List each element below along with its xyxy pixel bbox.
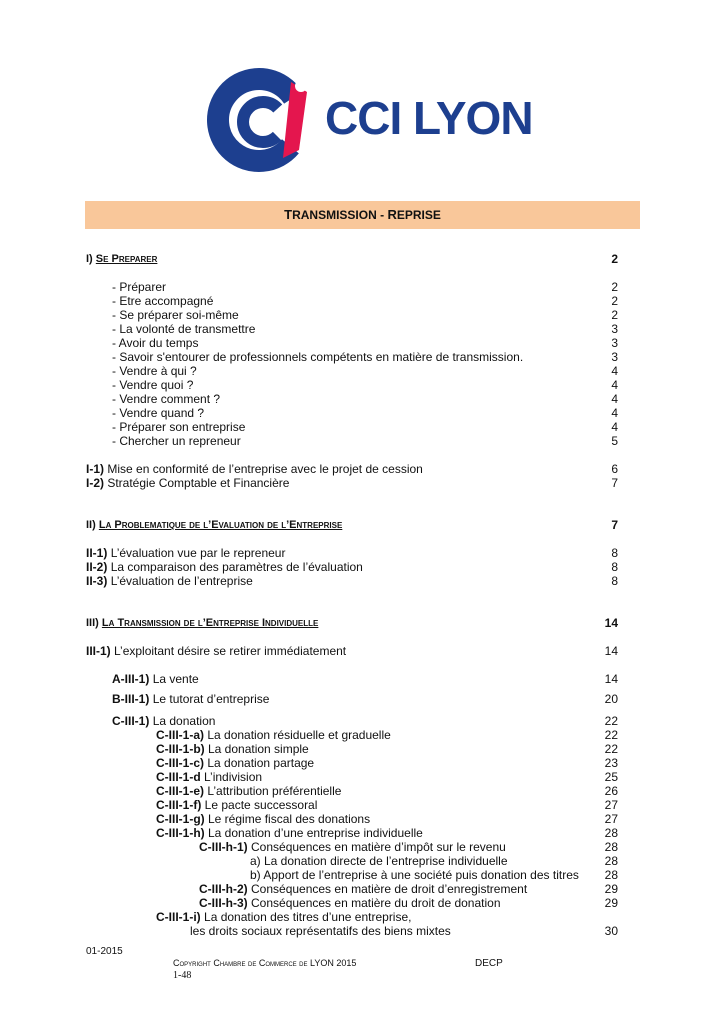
toc-entry-page: 28 xyxy=(604,826,618,840)
toc-entry-title: La donation résiduelle et graduelle xyxy=(207,728,391,742)
cci-emblem-icon xyxy=(203,64,323,176)
toc-entry[interactable] xyxy=(86,924,618,938)
toc-entry[interactable] xyxy=(86,798,618,812)
toc-section[interactable] xyxy=(86,252,618,266)
toc-entry-title: La vente xyxy=(152,672,199,686)
toc-entry[interactable] xyxy=(86,364,618,378)
toc-entry-number: III) xyxy=(86,617,99,629)
toc-entry-page: 4 xyxy=(611,392,618,406)
toc-entry[interactable] xyxy=(86,728,618,742)
toc-entry[interactable] xyxy=(86,280,618,294)
toc-entry-title: Stratégie Comptable et Financière xyxy=(107,476,290,490)
toc-entry-number: II-1) xyxy=(86,546,108,560)
toc-entry-number: C-III-1) xyxy=(112,714,150,728)
toc-entry-page: 2 xyxy=(611,308,618,322)
toc-entry-label xyxy=(156,910,411,924)
toc-entry[interactable] xyxy=(86,672,618,686)
toc-entry[interactable] xyxy=(86,714,618,728)
toc-entry-page: 3 xyxy=(611,336,618,350)
toc-entry-label xyxy=(86,546,285,560)
toc-entry-title: La donation simple xyxy=(208,742,309,756)
toc-entry-title: La comparaison des paramètres de l’évaluation xyxy=(110,560,363,574)
toc-entry-label xyxy=(156,798,317,812)
toc-entry-number: C-III-1-i) xyxy=(156,910,201,924)
toc-entry-label xyxy=(112,378,193,392)
toc-entry-page: 8 xyxy=(611,560,618,574)
toc-entry-title: L’exploitant désire se retirer immédiatement xyxy=(114,644,347,658)
toc-entry-page: 4 xyxy=(611,420,618,434)
toc-entry[interactable] xyxy=(86,896,618,910)
toc-entry-title: - Etre accompagné xyxy=(112,294,214,308)
toc-entry-label xyxy=(112,364,197,378)
toc-entry-label xyxy=(199,840,506,854)
toc-entry-label xyxy=(86,560,363,574)
toc-entry-page: 14 xyxy=(604,616,618,630)
toc-entry-label xyxy=(199,896,501,910)
toc-entry-page: 2 xyxy=(611,280,618,294)
toc-entry-page: 30 xyxy=(604,924,618,938)
toc-entry-label xyxy=(112,392,220,406)
toc-entry-number: I-1) xyxy=(86,462,104,476)
toc-entry-title: La Transmission de l’Entreprise Individuelle xyxy=(101,617,319,629)
toc-entry-title: a) La donation directe de l’entreprise individuelle xyxy=(250,854,508,868)
toc-entry-title: L’attribution préférentielle xyxy=(207,784,342,798)
toc-entry[interactable] xyxy=(86,840,618,854)
toc-entry-number: C-III-1-e) xyxy=(156,784,204,798)
toc-entry-label xyxy=(112,280,166,294)
toc-entry-label xyxy=(86,644,346,658)
toc-entry-number: C-III-1-d xyxy=(156,770,201,784)
toc-entry-page: 3 xyxy=(611,322,618,336)
toc-entry-title: L’évaluation vue par le repreneur xyxy=(110,546,286,560)
toc-entry[interactable] xyxy=(86,546,618,560)
toc-entry-title: - La volonté de transmettre xyxy=(112,322,256,336)
footer-page-number: 1-48 xyxy=(173,970,192,981)
toc-entry-page: 27 xyxy=(604,812,618,826)
toc-entry[interactable] xyxy=(86,910,618,924)
toc-entry-label xyxy=(156,728,391,742)
toc-entry-number: C-III-h-2) xyxy=(199,882,248,896)
toc-entry[interactable] xyxy=(86,770,618,784)
toc-entry-label xyxy=(112,406,204,420)
toc-entry-label xyxy=(112,350,523,364)
toc-entry-number: C-III-1-a) xyxy=(156,728,204,742)
toc-entry[interactable] xyxy=(86,434,618,448)
toc-section[interactable] xyxy=(86,616,618,630)
footer-copyright: Copyright Chambre de Commerce de LYON 2015 xyxy=(173,958,357,968)
toc-entry-page: 23 xyxy=(604,756,618,770)
toc-entry-title: b) Apport de l’entreprise à une société puis donation des titres xyxy=(250,868,579,882)
toc-entry-number: II) xyxy=(86,519,96,531)
toc-entry-title: - Chercher un repreneur xyxy=(112,434,241,448)
toc-entry-page: 5 xyxy=(611,434,618,448)
toc-entry[interactable] xyxy=(86,322,618,336)
toc-entry[interactable] xyxy=(86,392,618,406)
toc-entry-page: 14 xyxy=(604,672,618,686)
toc-entry-page: 22 xyxy=(604,714,618,728)
toc-entry-label xyxy=(156,812,370,826)
toc-entry[interactable] xyxy=(86,812,618,826)
toc-entry-number: C-III-1-b) xyxy=(156,742,205,756)
toc-entry-page: 20 xyxy=(604,692,618,706)
cci-lyon-logo xyxy=(203,64,533,176)
toc-entry-label xyxy=(190,924,451,938)
toc-entry-title: Conséquences en matière de droit d’enregistrement xyxy=(251,882,528,896)
toc-entry[interactable] xyxy=(86,378,618,392)
toc-entry[interactable] xyxy=(86,560,618,574)
toc-entry[interactable] xyxy=(86,784,618,798)
toc-entry-title: La donation xyxy=(152,714,216,728)
toc-entry-title: - Préparer xyxy=(112,280,167,294)
toc-entry-number: B-III-1) xyxy=(112,692,150,706)
toc-entry-number: C-III-1-h) xyxy=(156,826,205,840)
toc-entry-label xyxy=(112,308,239,322)
toc-entry-label xyxy=(112,692,269,706)
toc-entry-number: A-III-1) xyxy=(112,672,150,686)
toc-entry-page: 28 xyxy=(604,854,618,868)
toc-entry-label xyxy=(112,294,213,308)
toc-entry-page: 28 xyxy=(604,840,618,854)
toc-entry[interactable] xyxy=(86,882,618,896)
toc-entry-page: 4 xyxy=(611,406,618,420)
toc-entry-title: Le pacte successoral xyxy=(204,798,318,812)
toc-entry[interactable] xyxy=(86,868,618,882)
toc-entry-page: 6 xyxy=(611,462,618,476)
toc-entry-title: Mise en conformité de l’entreprise avec le projet de cession xyxy=(107,462,423,476)
toc-entry-page: 22 xyxy=(604,728,618,742)
toc-entry-title: - Savoir s'entourer de professionnels compétents en matière de transmission. xyxy=(112,350,524,364)
toc-entry-title: - Se préparer soi-même xyxy=(112,308,239,322)
toc-section[interactable] xyxy=(86,518,618,532)
toc-entry-title: - Préparer son entreprise xyxy=(112,420,246,434)
toc-entry-page: 4 xyxy=(611,364,618,378)
toc-entry-page: 29 xyxy=(604,896,618,910)
toc-entry-label xyxy=(156,826,423,840)
toc-entry-title: Conséquences en matière du droit de donation xyxy=(251,896,501,910)
toc-entry-page: 22 xyxy=(604,742,618,756)
toc-entry-label xyxy=(112,336,198,350)
toc-entry-title: Se Preparer xyxy=(95,253,158,265)
toc-entry-label xyxy=(112,714,215,728)
toc-entry[interactable] xyxy=(86,462,618,476)
toc-entry-label xyxy=(156,756,314,770)
toc-entry[interactable] xyxy=(86,336,618,350)
toc-entry-title: Le régime fiscal des donations xyxy=(208,812,371,826)
toc-entry-page: 2 xyxy=(611,294,618,308)
toc-entry[interactable] xyxy=(86,692,618,706)
toc-entry-label xyxy=(156,784,341,798)
toc-entry-number: I) xyxy=(86,253,93,265)
toc-entry-number: I-2) xyxy=(86,476,104,490)
toc-entry-page: 14 xyxy=(604,644,618,658)
toc-entry-label xyxy=(112,672,199,686)
toc-entry-number: II-2) xyxy=(86,560,108,574)
toc-entry-page: 28 xyxy=(604,868,618,882)
toc-entry-title: - Vendre comment ? xyxy=(112,392,221,406)
toc-entry-label xyxy=(86,574,253,588)
toc-entry-label xyxy=(250,854,508,868)
toc-entry-label xyxy=(156,742,309,756)
toc-entry[interactable] xyxy=(86,742,618,756)
toc-entry-number: C-III-1-g) xyxy=(156,812,205,826)
toc-entry[interactable] xyxy=(86,294,618,308)
toc-entry-number: C-III-1-f) xyxy=(156,798,202,812)
toc-entry-title: L’évaluation de l’entreprise xyxy=(110,574,253,588)
toc-entry-page: 27 xyxy=(604,798,618,812)
toc-entry-number: C-III-h-1) xyxy=(199,840,248,854)
toc-entry-label xyxy=(112,420,245,434)
toc-entry[interactable] xyxy=(86,308,618,322)
toc-entry-title: - Vendre à qui ? xyxy=(112,364,197,378)
toc-entry-title: - Avoir du temps xyxy=(112,336,199,350)
toc-entry-label xyxy=(156,770,262,784)
toc-entry-page: 8 xyxy=(611,574,618,588)
toc-entry-page: 7 xyxy=(611,476,618,490)
toc-entry-number: II-3) xyxy=(86,574,108,588)
document-title-banner: TRANSMISSION - REPRISE xyxy=(85,201,640,229)
toc-entry-page: 26 xyxy=(604,784,618,798)
toc-entry-page: 7 xyxy=(611,518,618,532)
toc-entry-title: La donation des titres d’une entreprise, xyxy=(204,910,412,924)
toc-entry-page: 8 xyxy=(611,546,618,560)
toc-entry-label xyxy=(199,882,527,896)
toc-entry-page: 25 xyxy=(604,770,618,784)
toc-entry-number: C-III-h-3) xyxy=(199,896,248,910)
toc-entry-title: La donation partage xyxy=(207,756,315,770)
toc-entry-title: - Vendre quoi ? xyxy=(112,378,194,392)
toc-entry-label xyxy=(250,868,579,882)
toc-entry[interactable] xyxy=(86,574,618,588)
toc-entry[interactable] xyxy=(86,644,618,658)
toc-entry-title: les droits sociaux représentatifs des biens mixtes xyxy=(190,924,451,938)
footer-organization: DECP xyxy=(475,958,503,969)
toc-entry-page: 2 xyxy=(611,252,618,266)
logo-wordmark: CCI LYON xyxy=(325,92,533,144)
toc-entry-label xyxy=(86,462,423,476)
toc-entry-title: - Vendre quand ? xyxy=(112,406,205,420)
toc-entry-number: III-1) xyxy=(86,644,111,658)
toc-entry-number: C-III-1-c) xyxy=(156,756,204,770)
toc-entry-title: L’indivision xyxy=(204,770,263,784)
toc-entry-label xyxy=(86,616,318,630)
toc-entry[interactable] xyxy=(86,476,618,490)
toc-entry[interactable] xyxy=(86,826,618,840)
toc-entry-label xyxy=(86,518,342,532)
toc-entry-title: La donation d’une entreprise individuelle xyxy=(208,826,423,840)
toc-entry-label xyxy=(86,252,157,266)
toc-entry-title: La Problematique de l’Evaluation de l’Entreprise xyxy=(98,519,343,531)
toc-entry[interactable] xyxy=(86,854,618,868)
toc-entry-label xyxy=(112,322,255,336)
toc-entry[interactable] xyxy=(86,756,618,770)
toc-entry-label xyxy=(112,434,241,448)
toc-entry-title: Conséquences en matière d’impôt sur le revenu xyxy=(251,840,506,854)
toc-entry-title: Le tutorat d’entreprise xyxy=(152,692,270,706)
toc-entry-page: 29 xyxy=(604,882,618,896)
toc-entry-page: 3 xyxy=(611,350,618,364)
toc-entry[interactable] xyxy=(86,420,618,434)
toc-entry[interactable] xyxy=(86,406,618,420)
toc-entry[interactable] xyxy=(86,350,618,364)
toc-entry-label xyxy=(86,476,289,490)
toc-entry-page: 4 xyxy=(611,378,618,392)
footer-date: 01-2015 xyxy=(86,946,123,957)
